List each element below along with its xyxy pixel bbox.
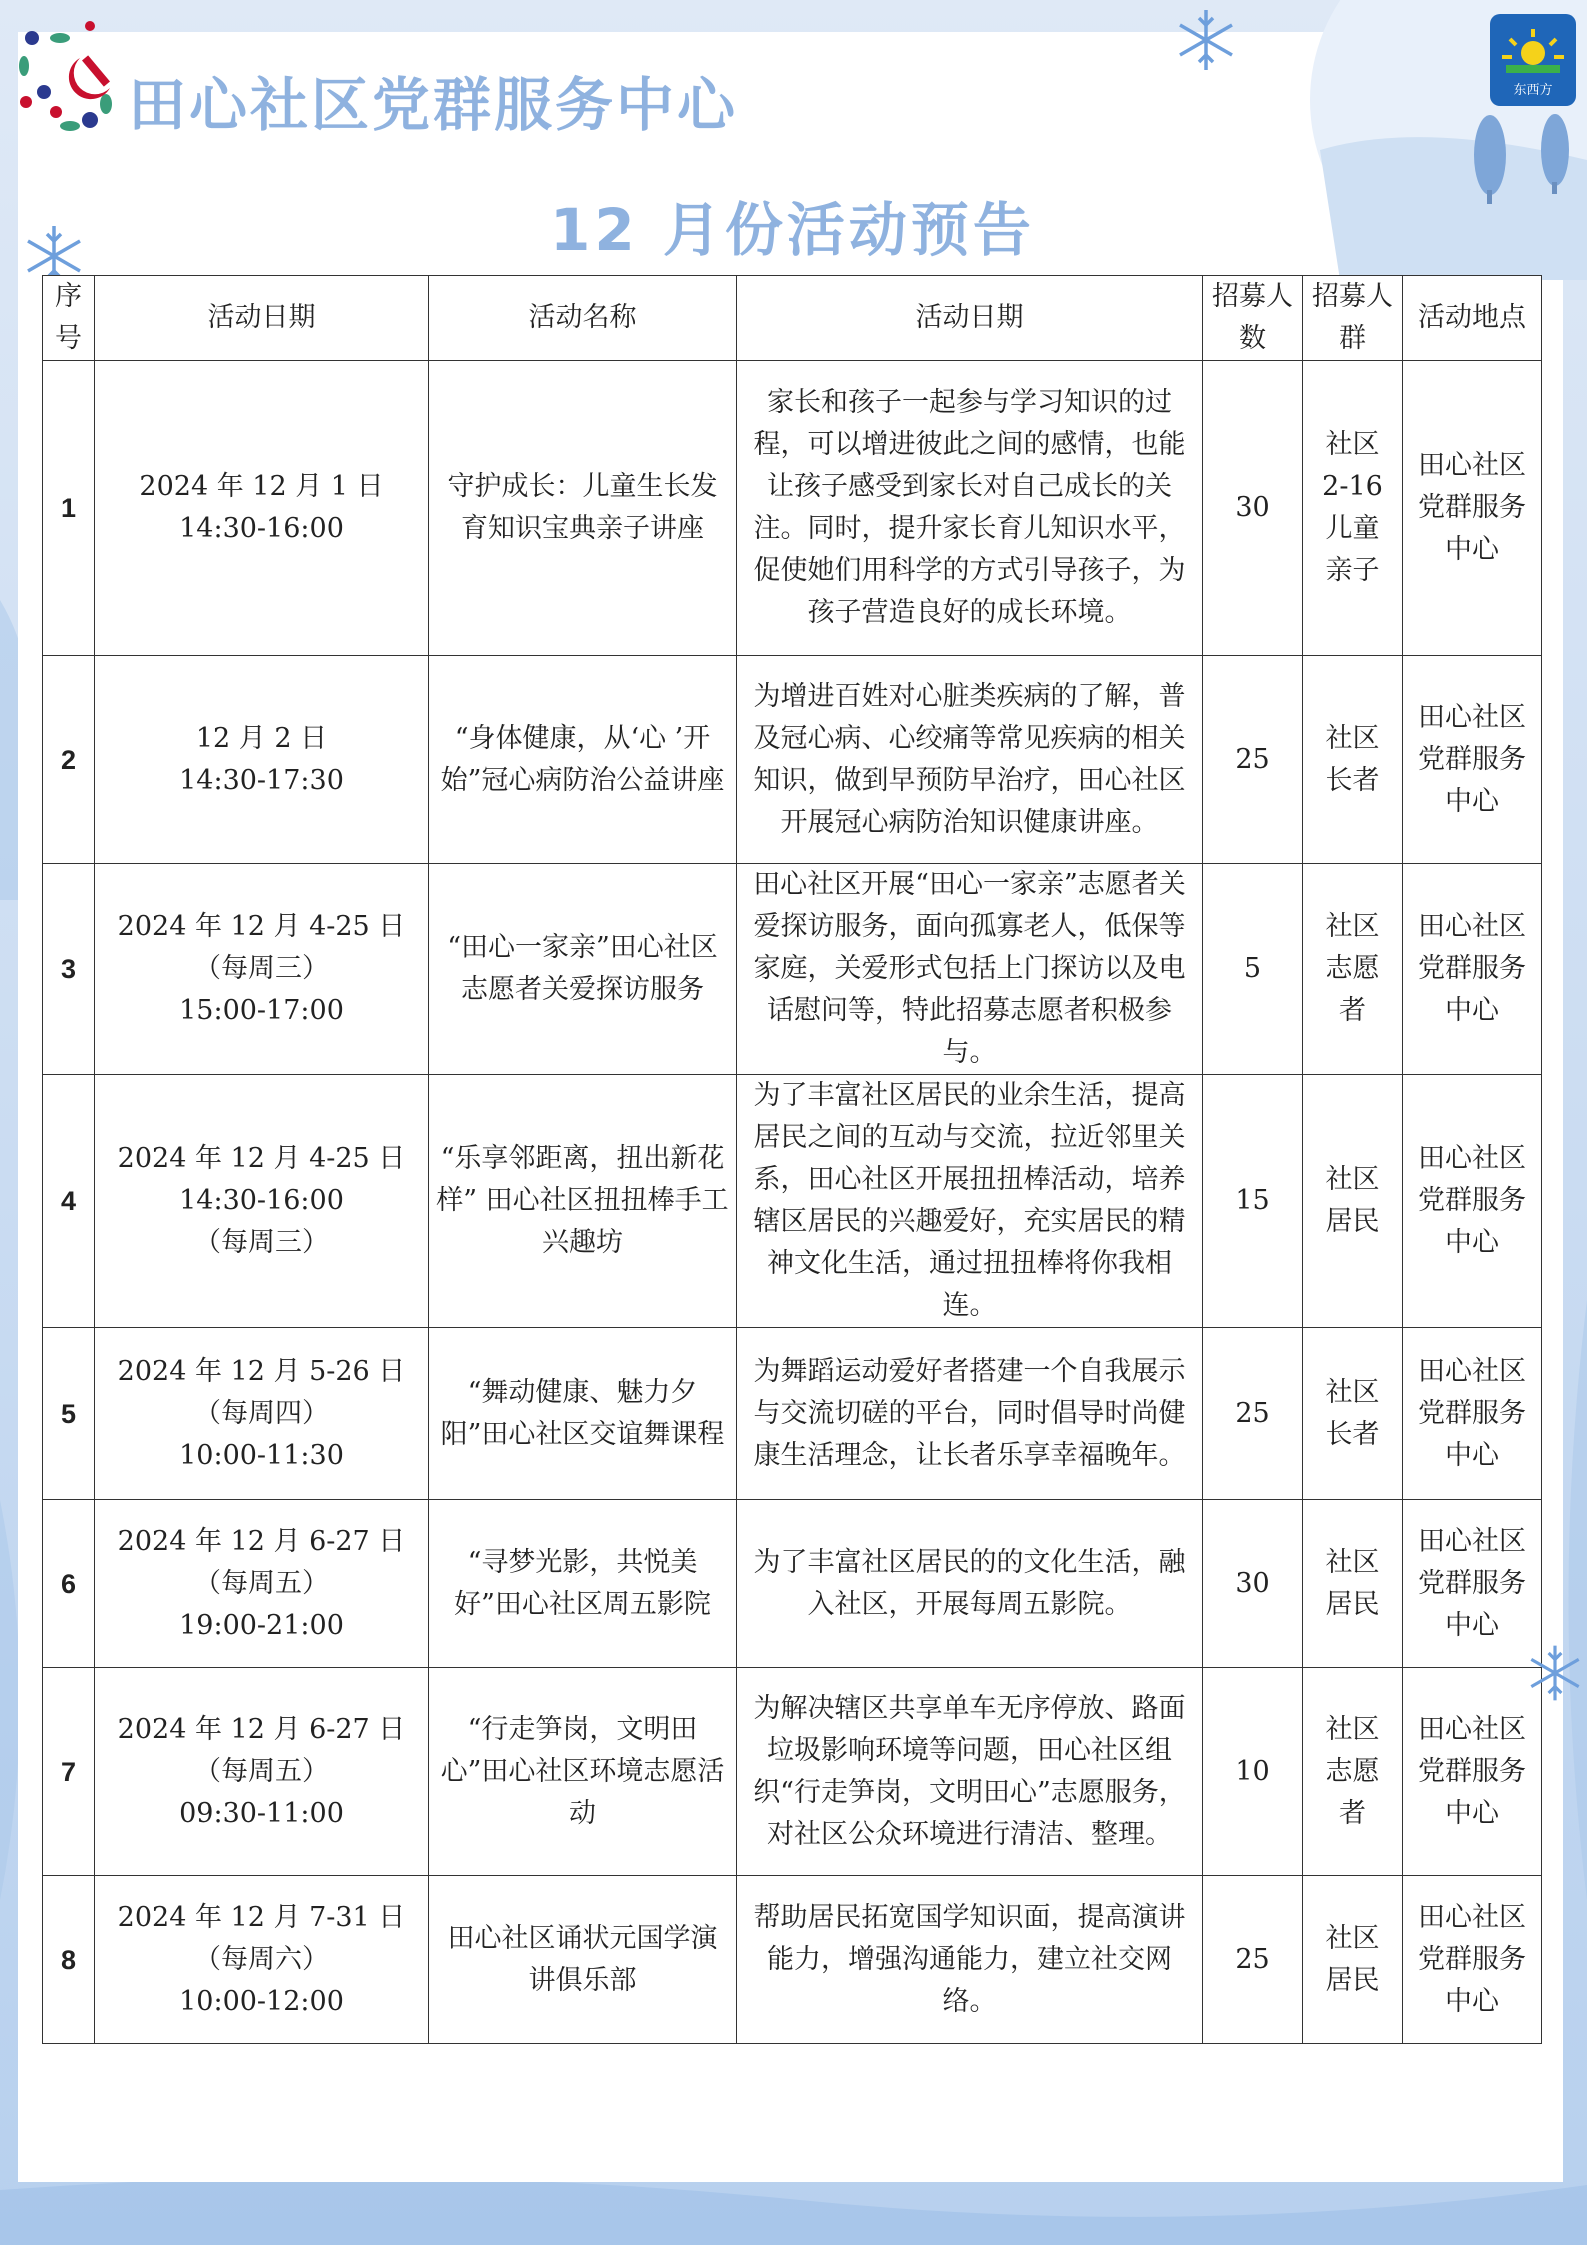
row-group: 社区 志愿 者 [1303,864,1403,1075]
row-place: 田心社区党群服务中心 [1403,361,1542,656]
party-emblem-icon [10,8,128,138]
row-group: 社区 居民 [1303,1075,1403,1328]
row-desc: 为了丰富社区居民的业余生活，提高居民之间的互动与交流，拉近邻里关系，田心社区开展扭扭棒活动，培养辖区居民的兴趣爱好，充实居民的精神文化生活，通过扭扭棒将你我相连。 [737,1075,1203,1328]
table-header-row [43,276,1542,361]
row-group: 社区 志愿 者 [1303,1668,1403,1876]
row-date: 2024 年 12 月 6-27 日 （每周五） 09:30-11:00 [95,1668,429,1876]
table-row [43,361,1542,656]
page-title: 田心社区党群服务中心 [128,71,739,139]
row-date: 2024 年 12 月 4-25 日 （每周三） 15:00-17:00 [95,864,429,1075]
header-count: 招募人数 [1203,276,1303,361]
row-group: 社区 长者 [1303,656,1403,864]
snowflake-icon [1524,1642,1586,1704]
table-row [43,656,1542,864]
row-count: 30 [1203,361,1303,656]
row-place: 田心社区党群服务中心 [1403,1876,1542,2044]
sun-icon [1498,27,1568,79]
row-count: 5 [1203,864,1303,1075]
row-place: 田心社区党群服务中心 [1403,864,1542,1075]
row-desc: 家长和孩子一起参与学习知识的过程，可以增进彼此之间的感情，也能让孩子感受到家长对自己成长的关注。同时，提升家长育儿知识水平，促使她们用科学的方式引导孩子，为孩子营造良好的成长环境。 [737,361,1203,656]
table-body [43,361,1542,2044]
table-row [43,1876,1542,2044]
row-name: “田心一家亲”田心社区志愿者关爱探访服务 [429,864,737,1075]
page-header [0,0,1587,270]
row-name: “身体健康，从‘心 ’开始”冠心病防治公益讲座 [429,656,737,864]
row-place: 田心社区党群服务中心 [1403,1075,1542,1328]
activity-table [42,275,1542,2044]
row-date: 12 月 2 日 14:30-17:30 [95,656,429,864]
row-place: 田心社区党群服务中心 [1403,1328,1542,1500]
row-name: “行走笋岗，文明田心”田心社区环境志愿活动 [429,1668,737,1876]
row-count: 15 [1203,1075,1303,1328]
row-place: 田心社区党群服务中心 [1403,656,1542,864]
row-no: 6 [43,1500,95,1668]
row-date: 2024 年 12 月 5-26 日 （每周四） 10:00-11:30 [95,1328,429,1500]
row-count: 30 [1203,1500,1303,1668]
row-count: 10 [1203,1668,1303,1876]
row-count: 25 [1203,1328,1303,1500]
row-count: 25 [1203,1876,1303,2044]
row-desc: 为增进百姓对心脏类疾病的了解，普及冠心病、心绞痛等常见疾病的相关知识，做到早预防早治疗，田心社区开展冠心病防治知识健康讲座。 [737,656,1203,864]
header-place: 活动地点 [1403,276,1542,361]
tree-icon [1474,115,1506,195]
row-desc: 为了丰富社区居民的的文化生活，融入社区，开展每周五影院。 [737,1500,1203,1668]
row-group: 社区 长者 [1303,1328,1403,1500]
row-date: 2024 年 12 月 1 日 14:30-16:00 [95,361,429,656]
table-row [43,1075,1542,1328]
snowflake-icon [1172,6,1240,74]
table-row [43,1500,1542,1668]
table-row [43,1328,1542,1500]
row-desc: 田心社区开展“田心一家亲”志愿者关爱探访服务，面向孤寡老人，低保等家庭，关爱形式包括上门探访以及电话慰问等，特此招募志愿者积极参与。 [737,864,1203,1075]
row-group: 社区 居民 [1303,1500,1403,1668]
header-group: 招募人群 [1303,276,1403,361]
row-no: 7 [43,1668,95,1876]
header-desc: 活动日期 [737,276,1203,361]
header-name: 活动名称 [429,276,737,361]
table-row [43,864,1542,1075]
row-group: 社区 2-16 儿童 亲子 [1303,361,1403,656]
row-desc: 为舞蹈运动爱好者搭建一个自我展示与交流切磋的平台，同时倡导时尚健康生活理念，让长者乐享幸福晚年。 [737,1328,1203,1500]
logo-text: 东西方 [1513,83,1553,98]
row-date: 2024 年 12 月 6-27 日 （每周五） 19:00-21:00 [95,1500,429,1668]
row-date: 2024 年 12 月 4-25 日 14:30-16:00 （每周三） [95,1075,429,1328]
row-no: 4 [43,1075,95,1328]
row-desc: 帮助居民拓宽国学知识面，提高演讲能力，增强沟通能力，建立社交网络。 [737,1876,1203,2044]
row-count: 25 [1203,656,1303,864]
row-place: 田心社区党群服务中心 [1403,1668,1542,1876]
logo-icon [1490,14,1576,106]
row-date: 2024 年 12 月 7-31 日 （每周六） 10:00-12:00 [95,1876,429,2044]
row-no: 3 [43,864,95,1075]
row-desc: 为解决辖区共享单车无序停放、路面垃圾影响环境等问题，田心社区组织“行走笋岗，文明田心”志愿服务，对社区公众环境进行清洁、整理。 [737,1668,1203,1876]
table-row [43,1668,1542,1876]
row-name: 守护成长：儿童生长发育知识宝典亲子讲座 [429,361,737,656]
row-place: 田心社区党群服务中心 [1403,1500,1542,1668]
header-no: 序号 [43,276,95,361]
row-no: 8 [43,1876,95,2044]
row-name: “寻梦光影，共悦美好”田心社区周五影院 [429,1500,737,1668]
row-no: 5 [43,1328,95,1500]
row-name: “舞动健康、魅力夕阳”田心社区交谊舞课程 [429,1328,737,1500]
row-name: “乐享邻距离，扭出新花样” 田心社区扭扭棒手工兴趣坊 [429,1075,737,1328]
page-subtitle: 12 月份活动预告 [550,196,1035,264]
row-group: 社区 居民 [1303,1876,1403,2044]
header-date: 活动日期 [95,276,429,361]
row-name: 田心社区诵状元国学演讲俱乐部 [429,1876,737,2044]
row-no: 2 [43,656,95,864]
row-no: 1 [43,361,95,656]
